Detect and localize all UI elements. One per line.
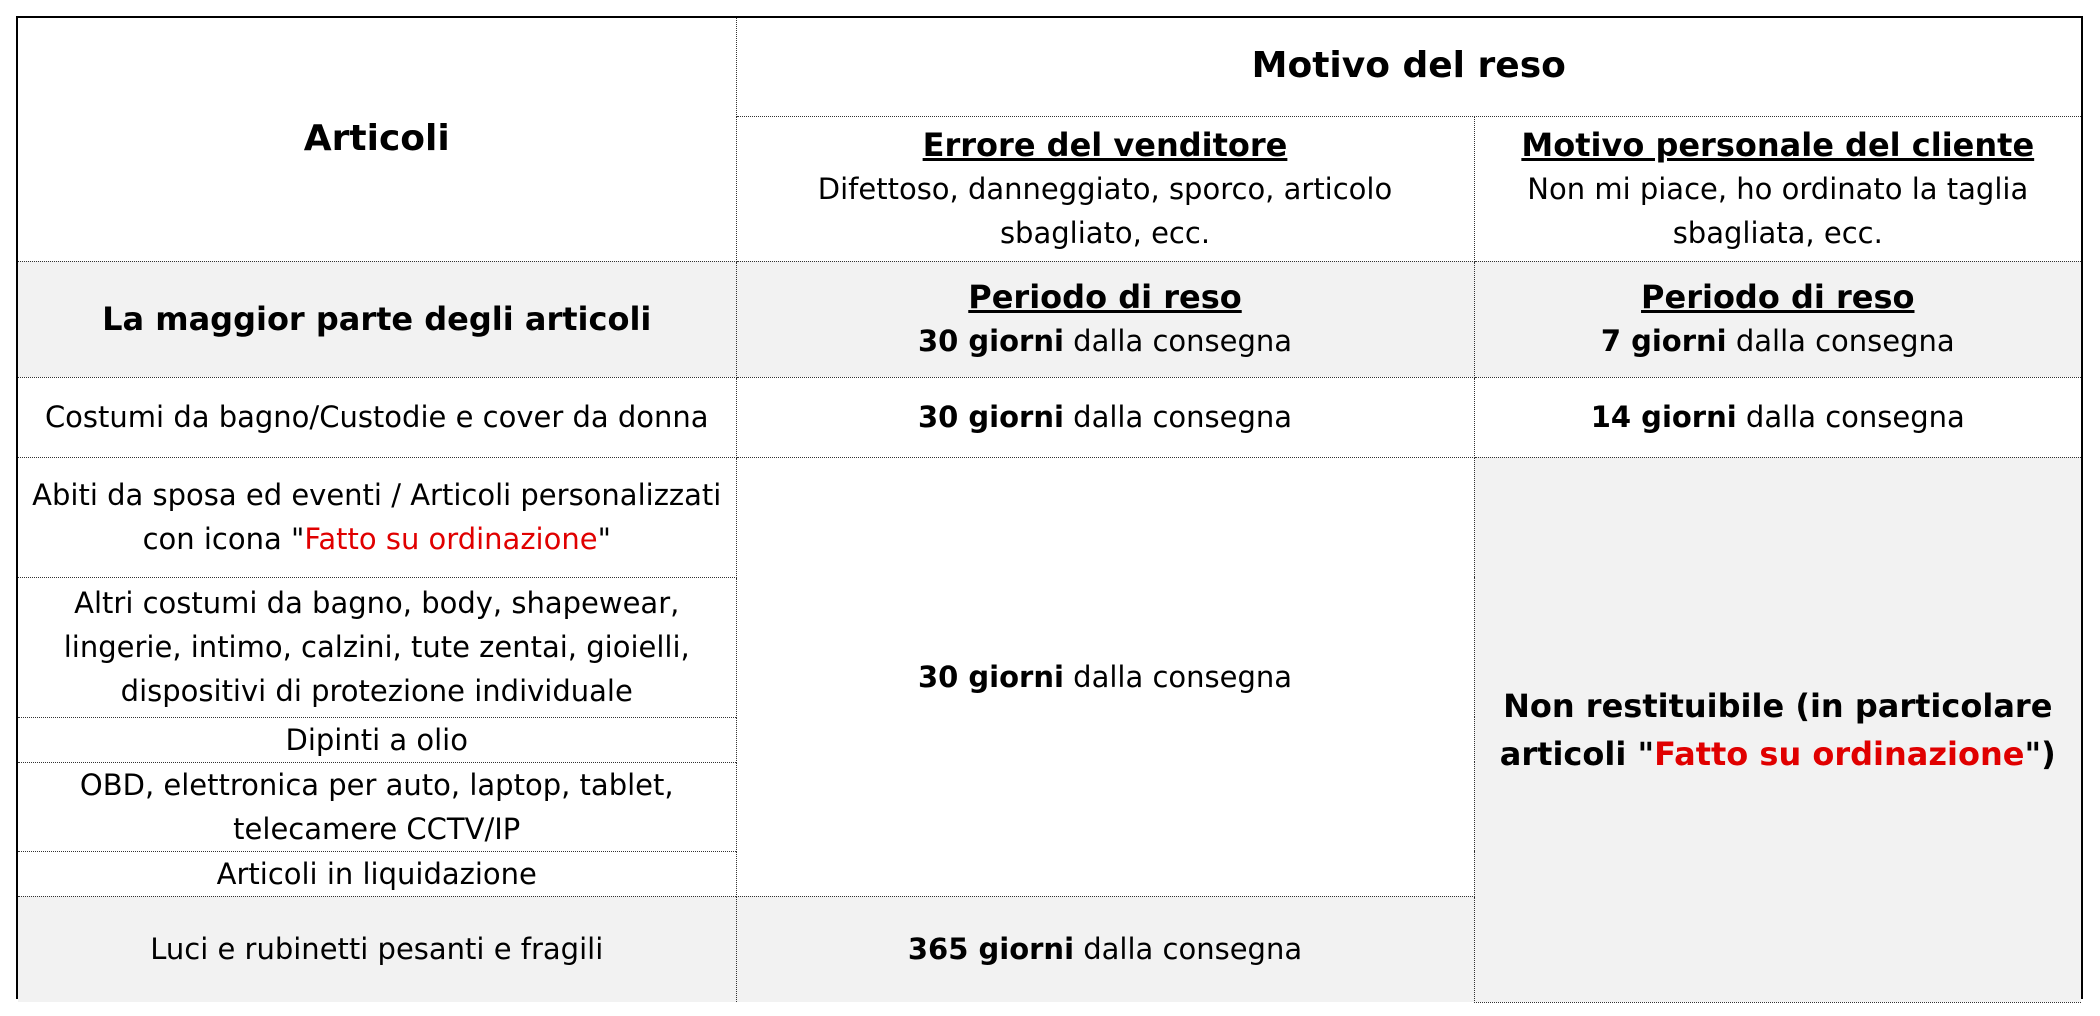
header-row-top: [18, 18, 2081, 116]
costumi-donna-cliente: 14 giorni dalla consegna: [1474, 377, 2081, 457]
header-articoli: Articoli: [18, 18, 736, 261]
row-costumi-donna: [18, 377, 2081, 457]
altri-costumi-label: Altri costumi da bagno, body, shapewear, lingerie, intimo, calzini, tute zentai, gioielli, dispositivi di protezione individuale: [18, 577, 736, 717]
maggior-parte-cliente: Periodo di reso 7 giorni dalla consegna: [1474, 261, 2081, 377]
motivo-cliente-desc: Non mi piace, ho ordinato la taglia sbagliata, ecc.: [1527, 171, 2029, 250]
errore-venditore-desc: Difettoso, danneggiato, sporco, articolo sbagliato, ecc.: [817, 171, 1393, 250]
motivo-cliente-title: Motivo personale del cliente: [1521, 125, 2035, 164]
non-restituibile-cell: Non restituibile (in particolare articoli "Fatto su ordinazione"): [1474, 457, 2081, 1002]
costumi-donna-label: Costumi da bagno/Custodie e cover da donna: [18, 377, 736, 457]
fatto-su-ordinazione-tag: Fatto su ordinazione: [1654, 734, 2025, 773]
errore-venditore-title: Errore del venditore: [922, 125, 1288, 164]
header-errore-venditore: [736, 116, 1474, 261]
row-abiti-sposa: [18, 457, 2081, 577]
return-policy-table-frame: [16, 16, 2083, 999]
luci-rubinetti-venditore: 365 giorni dalla consegna: [736, 896, 1474, 1002]
liquidazione-label: Articoli in liquidazione: [18, 851, 736, 896]
return-policy-table: [18, 18, 2081, 1003]
header-motivo-cliente: [1474, 116, 2081, 261]
costumi-donna-venditore: 30 giorni dalla consegna: [736, 377, 1474, 457]
dipinti-label: Dipinti a olio: [18, 717, 736, 762]
fatto-su-ordinazione-tag: Fatto su ordinazione: [304, 522, 598, 556]
obd-label: OBD, elettronica per auto, laptop, tablet, telecamere CCTV/IP: [18, 762, 736, 851]
abiti-sposa-label: Abiti da sposa ed eventi / Articoli personalizzati con icona "Fatto su ordinazione": [18, 457, 736, 577]
luci-rubinetti-label: Luci e rubinetti pesanti e fragili: [18, 896, 736, 1002]
group-venditore-30-giorni: 30 giorni dalla consegna: [736, 457, 1474, 896]
row-maggior-parte: [18, 261, 2081, 377]
maggior-parte-venditore: Periodo di reso 30 giorni dalla consegna: [736, 261, 1474, 377]
header-motivo-del-reso: Motivo del reso: [736, 18, 2081, 116]
maggior-parte-label: La maggior parte degli articoli: [18, 261, 736, 377]
